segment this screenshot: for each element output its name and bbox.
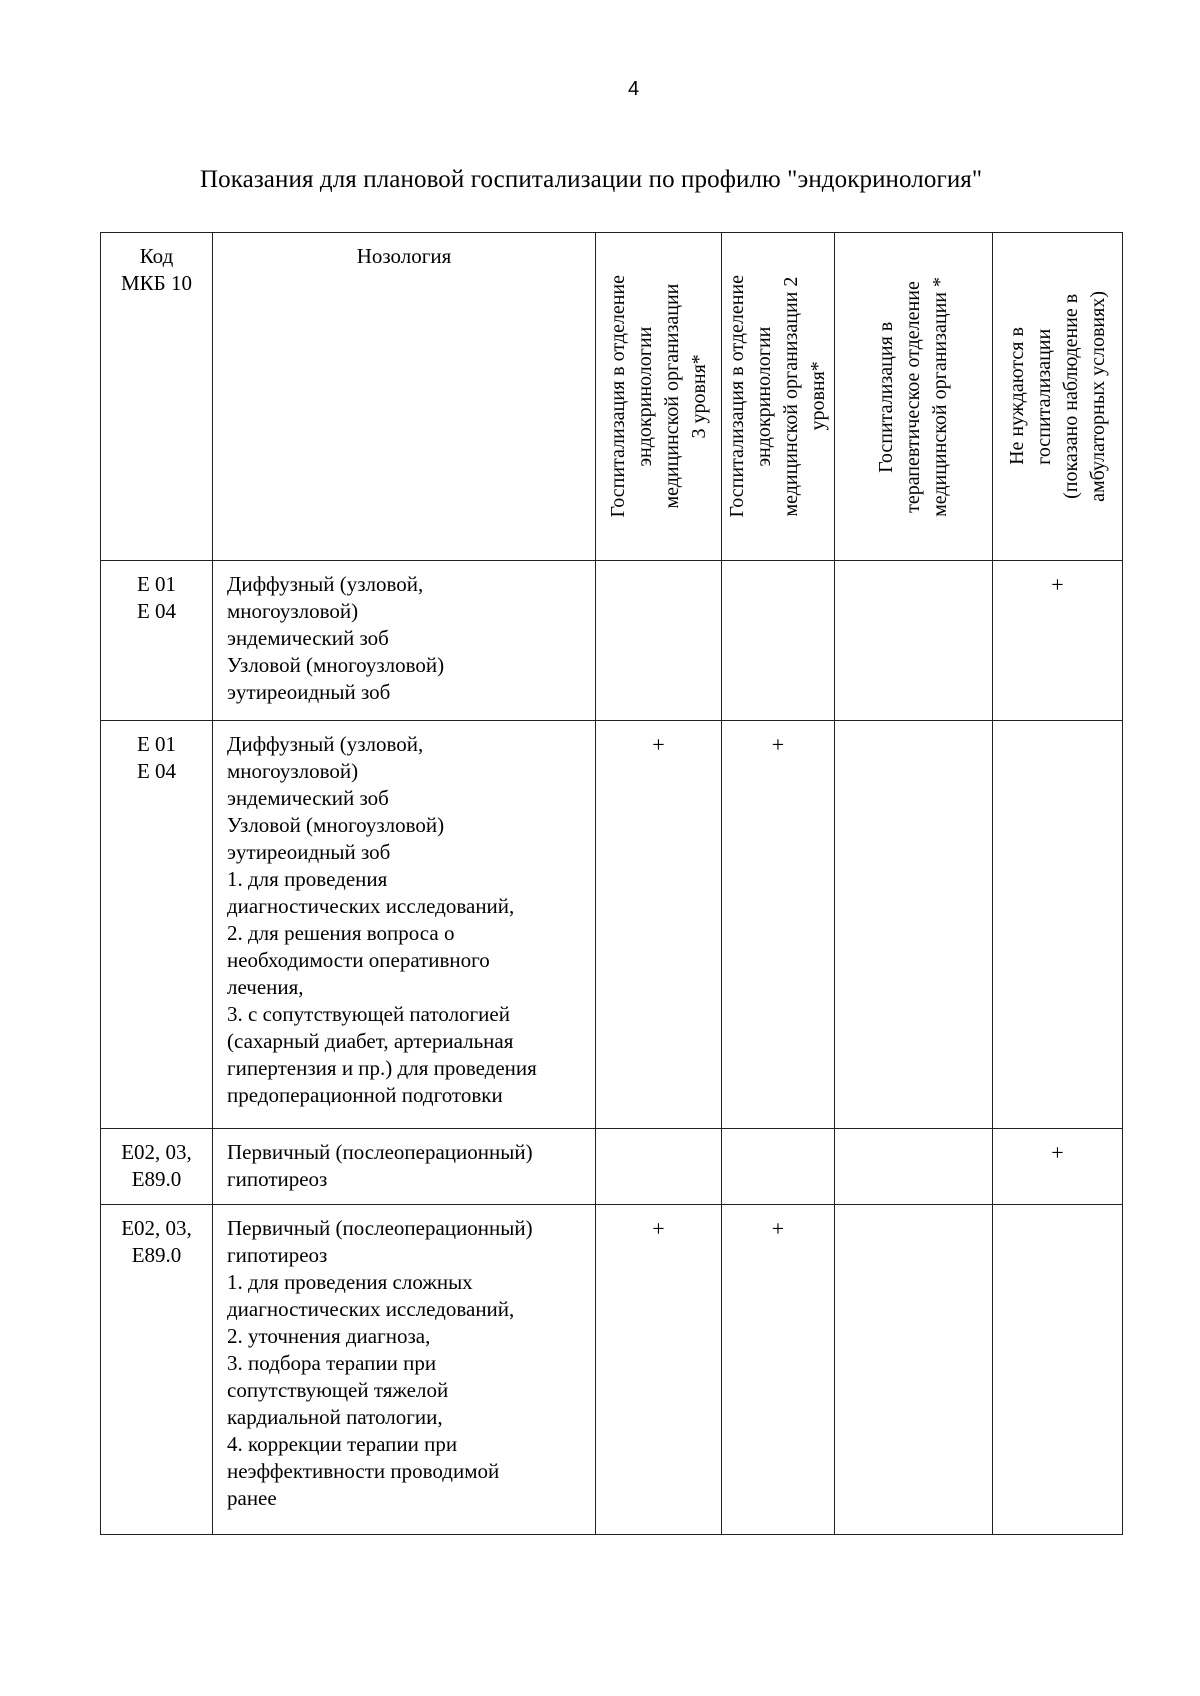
document-title: Показания для плановой госпитализации по профилю "эндокринология" <box>200 166 983 193</box>
header-code <box>101 233 213 561</box>
mark-hosp-level3: + <box>596 1205 722 1535</box>
nosology-line: эндемический зоб <box>227 626 389 650</box>
header-line: медицинской организации <box>660 284 683 509</box>
icd-code-cell <box>101 1129 213 1205</box>
header-line: уровня* <box>807 361 829 432</box>
nosology-line: гипотиреоз <box>227 1167 328 1191</box>
icd-code-cell <box>101 561 213 721</box>
nosology-line: эутиреоидный зоб <box>227 840 391 864</box>
header-line: Не нуждаются в <box>1005 327 1028 466</box>
nosology-line: диагностических исследований, <box>227 894 515 918</box>
nosology-line: диагностических исследований, <box>227 1297 515 1321</box>
header-line: Госпитализация в <box>875 320 897 473</box>
mark-hosp-level2: + <box>722 1205 835 1535</box>
nosology-line: Диффузный (узловой, <box>227 572 424 596</box>
mark-hosp-therapy <box>835 1205 993 1535</box>
nosology-line: 1. для проведения <box>227 867 388 891</box>
icd-code: Е89.0 <box>131 1167 182 1191</box>
header-line: (показано наблюдение в <box>1059 293 1082 500</box>
nosology-line: ранее <box>227 1486 277 1510</box>
header-line: терапевтическое отделение <box>902 280 924 513</box>
nosology-line: многоузловой) <box>227 599 359 623</box>
nosology-cell <box>213 1205 596 1535</box>
nosology-line: (сахарный диабет, артериальная <box>227 1029 514 1053</box>
table-row <box>101 561 1123 721</box>
nosology-line: неэффективности проводимой <box>227 1459 500 1483</box>
mark-hosp-therapy <box>835 1129 993 1205</box>
nosology-line: гипотиреоз <box>227 1243 328 1267</box>
mark-hosp-level3 <box>596 561 722 721</box>
nosology-line: 4. коррекции терапии при <box>227 1432 458 1456</box>
hospitalization-table <box>100 232 1123 1535</box>
mark-hosp-therapy <box>835 721 993 1129</box>
header-hosp-therapy <box>835 233 993 561</box>
mark-no-hospitalization: + <box>993 561 1123 721</box>
mark-no-hospitalization <box>993 1205 1123 1535</box>
icd-code-cell <box>101 1205 213 1535</box>
nosology-line: Первичный (послеоперационный) <box>227 1140 533 1164</box>
nosology-line: Диффузный (узловой, <box>227 732 424 756</box>
header-code-line: Код <box>139 244 174 268</box>
header-nosology: Нозология <box>213 233 596 561</box>
nosology-cell <box>213 721 596 1129</box>
header-hosp-level3 <box>596 233 722 561</box>
table-row <box>101 721 1123 1129</box>
icd-code: Е 04 <box>136 599 177 623</box>
mark-hosp-therapy <box>835 561 993 721</box>
icd-code-cell <box>101 721 213 1129</box>
header-line: медицинской организации * <box>929 276 951 517</box>
nosology-line: 2. для решения вопроса о <box>227 921 455 945</box>
nosology-line: 2. уточнения диагноза, <box>227 1324 431 1348</box>
mark-no-hospitalization: + <box>993 1129 1123 1205</box>
nosology-line: необходимости оперативного <box>227 948 490 972</box>
header-line: госпитализации <box>1032 328 1055 465</box>
nosology-line: сопутствующей тяжелой <box>227 1378 449 1402</box>
mark-hosp-level3: + <box>596 721 722 1129</box>
table-row <box>101 1205 1123 1535</box>
mark-no-hospitalization <box>993 721 1123 1129</box>
header-line: Госпитализация в отделение <box>726 275 748 518</box>
header-line: медицинской организации 2 <box>780 276 802 517</box>
icd-code: Е02, 03, <box>121 1140 192 1164</box>
icd-code: Е 01 <box>136 572 177 596</box>
header-line: эндокринологии <box>633 326 656 467</box>
header-code-line: МКБ 10 <box>121 271 192 295</box>
nosology-cell <box>213 561 596 721</box>
header-line: Госпитализация в отделение <box>606 275 629 518</box>
mark-hosp-level2: + <box>722 721 835 1129</box>
nosology-line: эндемический зоб <box>227 786 389 810</box>
table-header-row <box>101 233 1123 561</box>
table-row <box>101 1129 1123 1205</box>
mark-hosp-level2 <box>722 561 835 721</box>
nosology-line: предоперационной подготовки <box>227 1083 503 1107</box>
icd-code: Е89.0 <box>131 1243 182 1267</box>
header-no-hospitalization <box>993 233 1123 561</box>
nosology-line: гипертензия и пр.) для проведения <box>227 1056 537 1080</box>
nosology-line: лечения, <box>227 975 304 999</box>
nosology-cell <box>213 1129 596 1205</box>
icd-code: Е 01 <box>136 732 177 756</box>
header-line: 3 уровня* <box>687 354 710 439</box>
nosology-line: 3. подбора терапии при <box>227 1351 437 1375</box>
mark-hosp-level2 <box>722 1129 835 1205</box>
nosology-line: Первичный (послеоперационный) <box>227 1216 533 1240</box>
header-line: эндокринологии <box>753 326 775 467</box>
nosology-line: кардиальной патологии, <box>227 1405 443 1429</box>
hospitalization-table-container <box>100 232 1122 1535</box>
nosology-line: эутиреоидный зоб <box>227 680 391 704</box>
header-line: амбулаторных условиях) <box>1086 291 1109 502</box>
nosology-line: 3. с сопутствующей патологией <box>227 1002 510 1026</box>
mark-hosp-level3 <box>596 1129 722 1205</box>
nosology-line: 1. для проведения сложных <box>227 1270 473 1294</box>
header-hosp-level2 <box>722 233 835 561</box>
nosology-line: Узловой (многоузловой) <box>227 813 445 837</box>
nosology-line: многоузловой) <box>227 759 359 783</box>
icd-code: Е 04 <box>136 759 177 783</box>
page-number: 4 <box>628 78 640 100</box>
nosology-line: Узловой (многоузловой) <box>227 653 445 677</box>
icd-code: Е02, 03, <box>121 1216 192 1240</box>
